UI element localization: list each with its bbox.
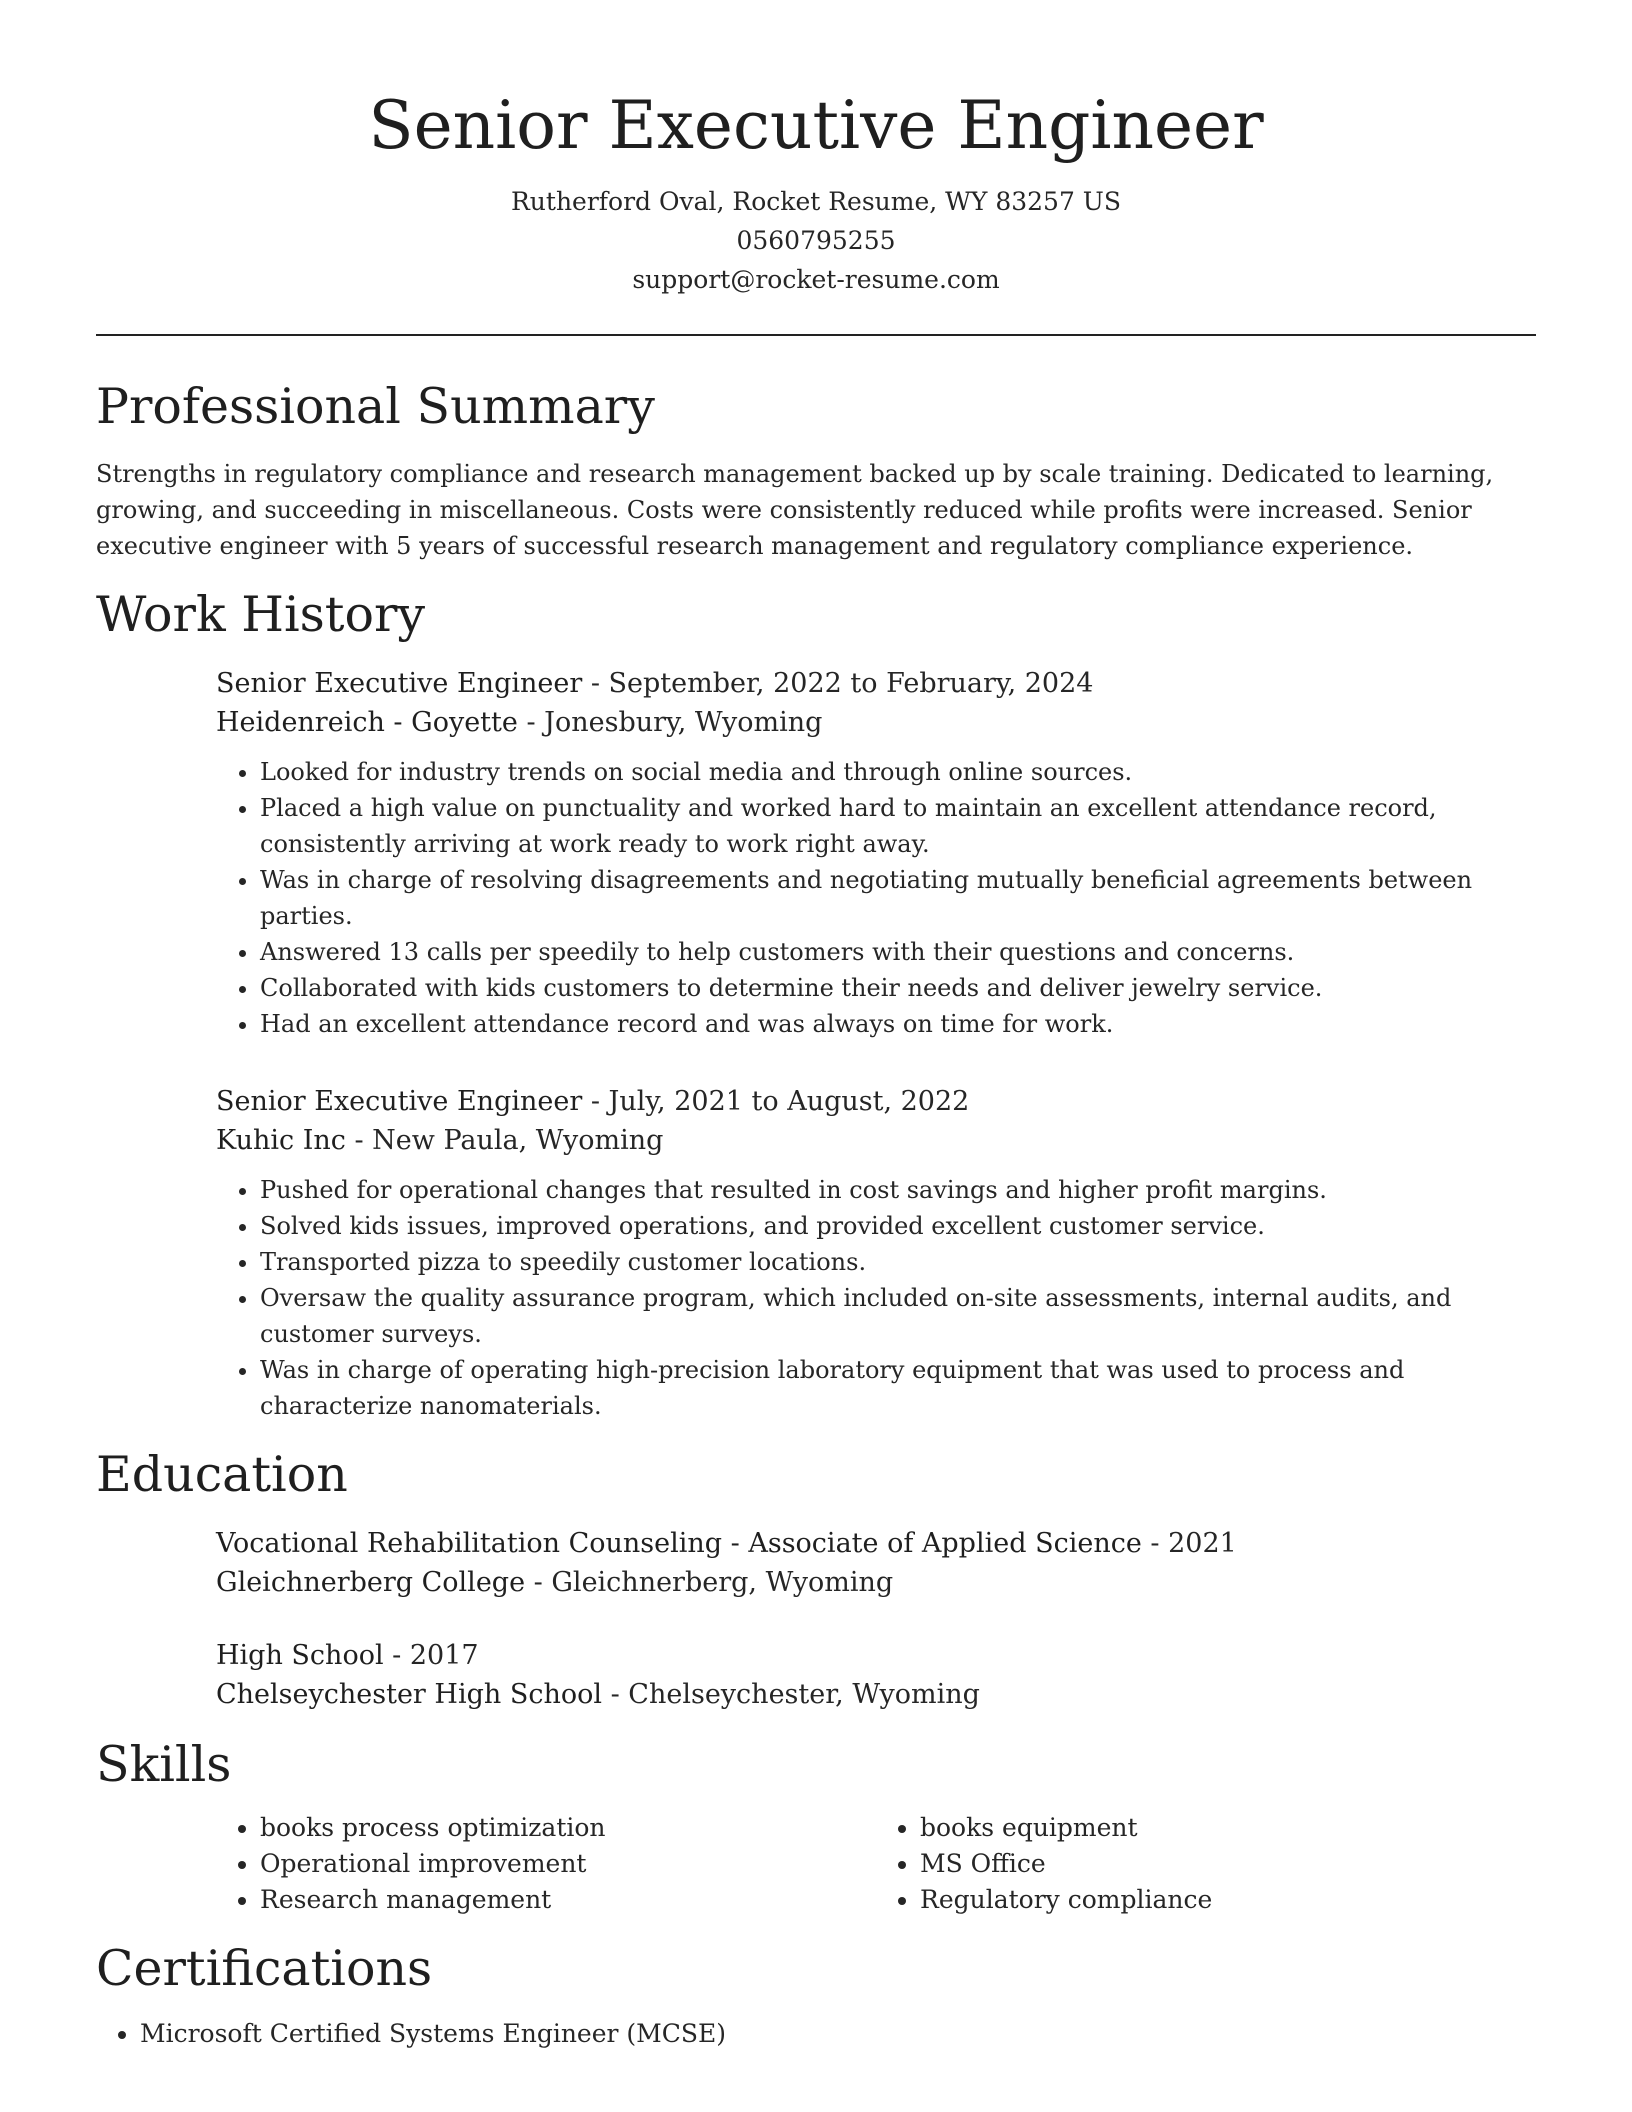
- phone: 0560795255: [736, 226, 896, 255]
- job-title-line: [216, 664, 1536, 703]
- certifications-title: Certifications: [96, 1940, 433, 1997]
- list-item: • Was in charge of operating high-precision laboratory equipment that was used to process and characterize nanomaterials.: [260, 1352, 1536, 1424]
- list-item: • Collaborated with kids customers to determine their needs and deliver jewelry service.: [260, 970, 1536, 1006]
- job-position: Senior Executive Engineer: [216, 1086, 583, 1117]
- job-dates: - July, 2021 to August, 2022: [582, 1086, 970, 1117]
- skills-column-left: [216, 1810, 876, 1918]
- list-item: • Was in charge of resolving disagreements and negotiating mutually beneficial agreements between parties.: [260, 862, 1536, 934]
- job-company: Heidenreich - Goyette: [216, 707, 518, 738]
- skill-item: • Operational improvement: [260, 1846, 876, 1882]
- list-item: • Placed a high value on punctuality and worked hard to maintain an excellent attendance record, consistently arriving at work ready to work right away.: [260, 790, 1536, 862]
- degree-year: - 2021: [1141, 1528, 1237, 1559]
- job-dates: - September, 2022 to February, 2024: [582, 668, 1094, 699]
- job-company: Kuhic Inc: [216, 1125, 346, 1156]
- job-bullets: [216, 1172, 1536, 1424]
- resume-header: [96, 0, 1536, 299]
- list-item: • Had an excellent attendance record and was always on time for work.: [260, 1006, 1536, 1042]
- certifications-list: [96, 2016, 1536, 2052]
- list-item: • Solved kids issues, improved operations, and provided excellent customer service.: [260, 1208, 1536, 1244]
- job-position: Senior Executive Engineer: [216, 668, 583, 699]
- school-location: - Gleichnerberg, Wyoming: [525, 1567, 894, 1598]
- education-title: Education: [96, 1446, 348, 1503]
- job-entry: [216, 664, 1536, 1042]
- school-line: [216, 1675, 1536, 1714]
- header-divider: [96, 334, 1536, 336]
- skills-title: Skills: [96, 1736, 232, 1793]
- job-company-line: [216, 1121, 1536, 1160]
- skills-grid: [216, 1810, 1536, 1918]
- school-location: - Chelseychester, Wyoming: [602, 1679, 980, 1710]
- work-history-section: [96, 580, 1536, 1424]
- job-entry: [216, 1082, 1536, 1424]
- skill-item: • Research management: [260, 1882, 876, 1918]
- school-name: Gleichnerberg College: [216, 1567, 526, 1598]
- degree: Vocational Rehabilitation Counseling - Associate of Applied Science: [216, 1528, 1142, 1559]
- education-entry: [216, 1524, 1536, 1602]
- summary-title: Professional Summary: [96, 378, 655, 435]
- skill-item: • books equipment: [920, 1810, 1536, 1846]
- work-history-title: Work History: [96, 586, 426, 643]
- list-item: • Answered 13 calls per speedily to help customers with their questions and concerns.: [260, 934, 1536, 970]
- degree-line: [216, 1636, 1536, 1675]
- job-bullets: [216, 754, 1536, 1042]
- job-location: - New Paula, Wyoming: [345, 1125, 664, 1156]
- list-item: • Looked for industry trends on social media and through online sources.: [260, 754, 1536, 790]
- job-title-line: [216, 1082, 1536, 1121]
- degree: High School: [216, 1640, 384, 1671]
- school-name: Chelseychester High School: [216, 1679, 603, 1710]
- education-entry: [216, 1636, 1536, 1714]
- education-section: [96, 1440, 1536, 1714]
- resume-page: [96, 0, 1536, 2052]
- skills-column-right: [876, 1810, 1536, 1918]
- skill-item: • books process optimization: [260, 1810, 876, 1846]
- list-item: • Pushed for operational changes that resulted in cost savings and higher profit margins.: [260, 1172, 1536, 1208]
- skill-item: • MS Office: [920, 1846, 1536, 1882]
- skills-section: [96, 1730, 1536, 1918]
- skill-item: • Regulatory compliance: [920, 1882, 1536, 1918]
- school-line: [216, 1563, 1536, 1602]
- email: support@rocket-resume.com: [632, 265, 1000, 294]
- candidate-name: Senior Executive Engineer: [368, 87, 1264, 164]
- certifications-section: [96, 1934, 1536, 2052]
- list-item: • Oversaw the quality assurance program, which included on-site assessments, internal audits, and customer surveys.: [260, 1280, 1536, 1352]
- certification-item: • Microsoft Certified Systems Engineer (MCSE): [140, 2016, 1536, 2052]
- list-item: • Transported pizza to speedily customer locations.: [260, 1244, 1536, 1280]
- address: Rutherford Oval, Rocket Resume, WY 83257 US: [510, 187, 1121, 216]
- job-location: - Jonesbury, Wyoming: [517, 707, 823, 738]
- summary-text: Strengths in regulatory compliance and research management backed up by scale training. Dedicated to learning, growing, and succeeding in miscellaneous. Costs were consistently reduced while profits were increased. Senior executive engineer with 5 years of successful research management and regulatory compliance experience.: [96, 460, 1494, 560]
- degree-line: [216, 1524, 1536, 1563]
- degree-year: - 2017: [383, 1640, 479, 1671]
- job-company-line: [216, 703, 1536, 742]
- summary-section: [96, 372, 1536, 564]
